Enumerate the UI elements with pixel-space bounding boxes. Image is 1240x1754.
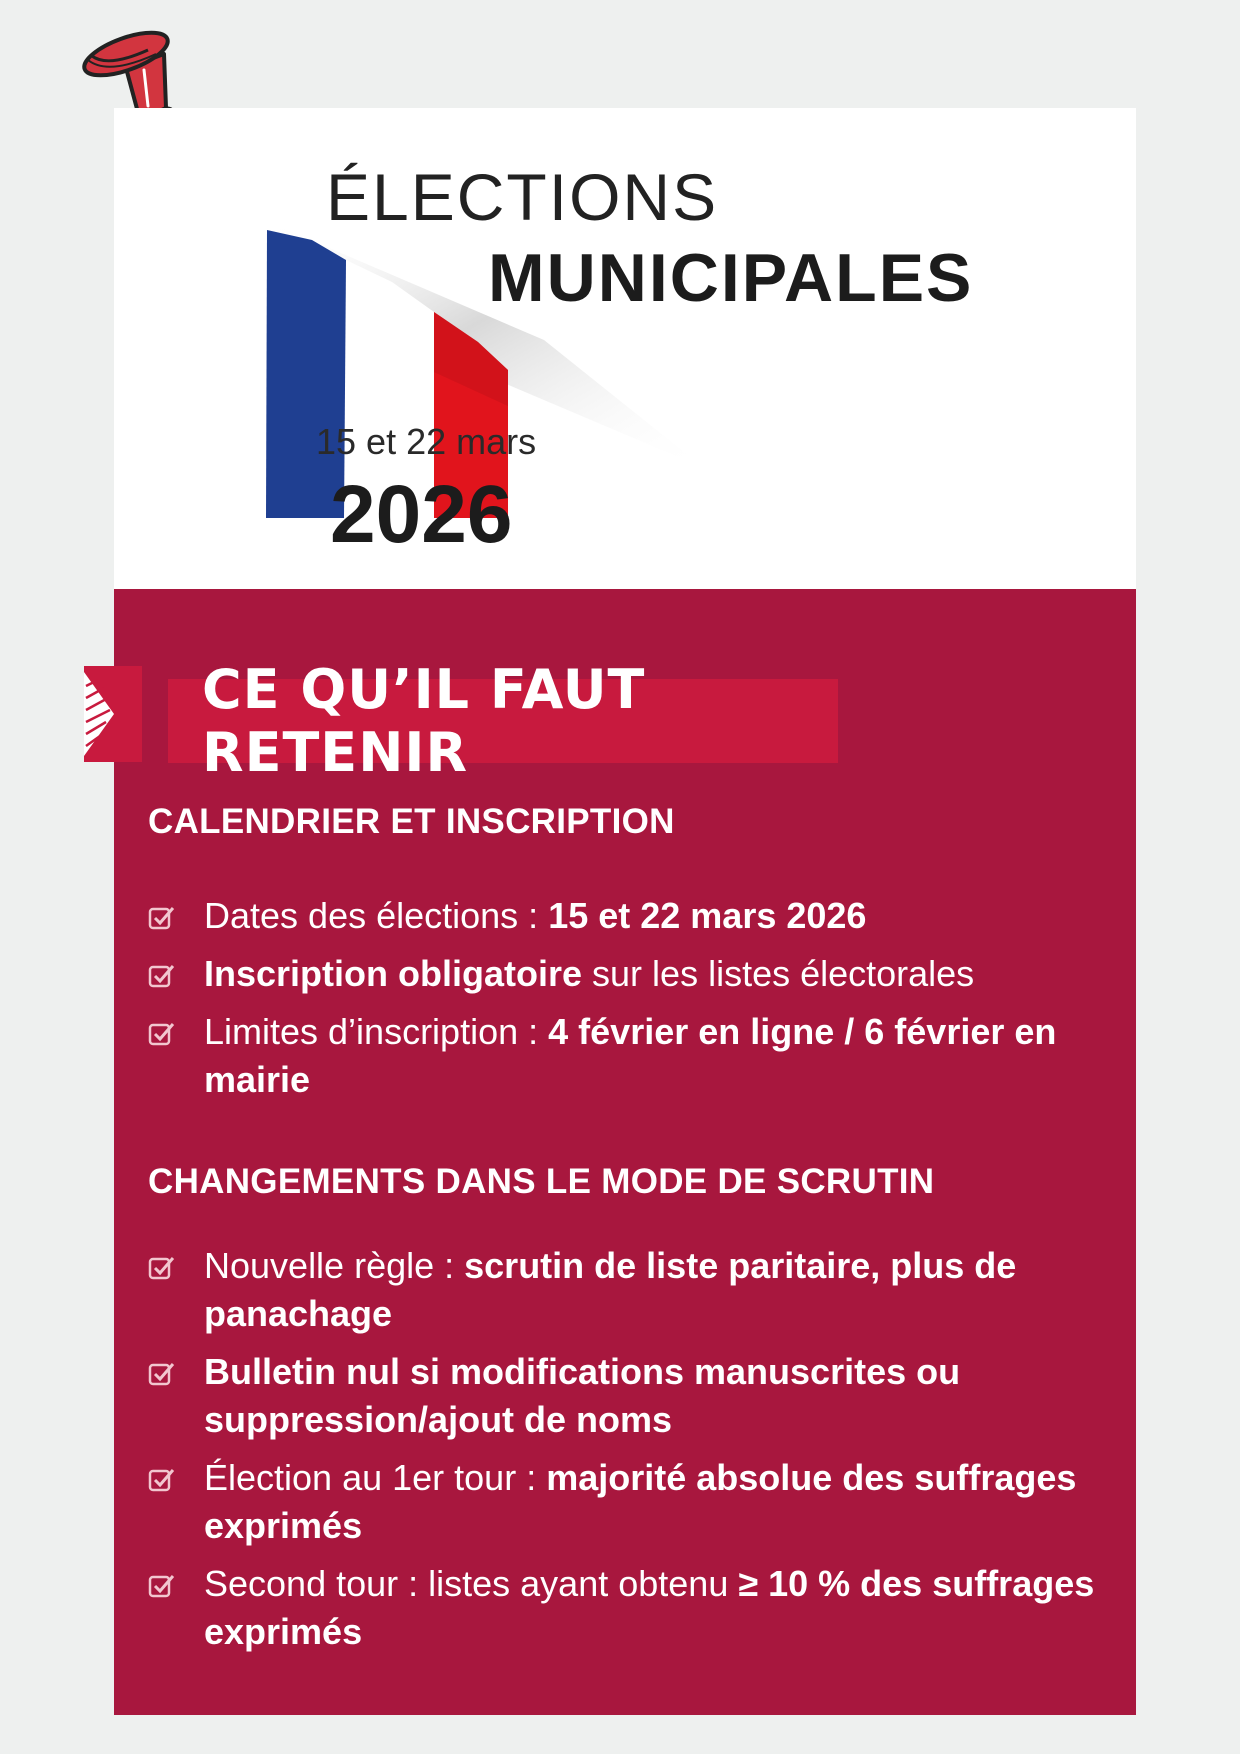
banner-label: CE QU’IL FAUT RETENIR: [202, 658, 646, 784]
election-dates: 15 et 22 mars: [316, 421, 537, 462]
checkbox-checked-icon: [148, 962, 176, 990]
calendar-list: [148, 892, 1118, 1114]
section-title-voting-changes: CHANGEMENTS DANS LE MODE DE SCRUTIN: [148, 1162, 935, 1201]
checkbox-checked-icon: [148, 1254, 176, 1282]
checkbox-checked-icon: [148, 1572, 176, 1600]
checkbox-checked-icon: [148, 1020, 176, 1048]
list-item: Élection au 1er tour : majorité absolue des suffrages exprimés: [148, 1454, 1118, 1550]
title-municipales: MUNICIPALES: [488, 240, 974, 316]
checkbox-checked-icon: [148, 1466, 176, 1494]
checkbox-checked-icon: [148, 904, 176, 932]
election-year: 2026: [330, 469, 513, 560]
key-points-banner: [168, 658, 838, 784]
list-item: Bulletin nul si modifications manuscrites ou suppression/ajout de noms: [148, 1348, 1118, 1444]
checkbox-checked-icon: [148, 1360, 176, 1388]
voting-changes-list: [148, 1242, 1118, 1666]
section-title-calendar: CALENDRIER ET INSCRIPTION: [148, 802, 675, 841]
header-card: [114, 108, 1136, 589]
chevron-ribbon-icon: [84, 666, 142, 762]
list-item: Limites d’inscription : 4 février en ligne / 6 février en mairie: [148, 1008, 1118, 1104]
title-elections: ÉLECTIONS: [326, 160, 719, 234]
list-item: Inscription obligatoire sur les listes électorales: [148, 950, 1118, 998]
election-logo: [114, 108, 1136, 589]
list-item: Second tour : listes ayant obtenu ≥ 10 % des suffrages exprimés: [148, 1560, 1118, 1656]
list-item: Nouvelle règle : scrutin de liste paritaire, plus de panachage: [148, 1242, 1118, 1338]
list-item: Dates des élections : 15 et 22 mars 2026: [148, 892, 1118, 940]
